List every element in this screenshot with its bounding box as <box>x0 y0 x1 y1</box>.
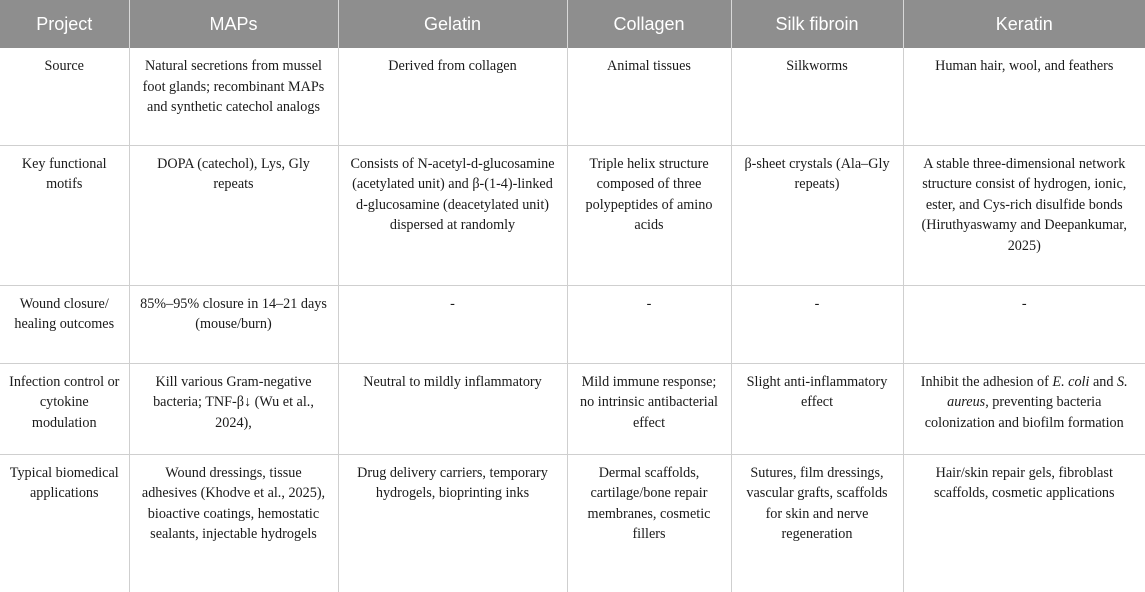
row-label: Typical biomedical applications <box>0 454 129 592</box>
table-cell: - <box>903 285 1145 363</box>
cell-text: Inhibit the adhesion of <box>920 373 1053 390</box>
table-cell: Neutral to mildly inflammatory <box>338 363 567 454</box>
table-cell: Natural secretions from mussel foot glands; recombinant MAPs and synthetic catechol analogs <box>129 48 338 145</box>
header-keratin: Keratin <box>903 0 1145 48</box>
table-cell: Wound dressings, tissue adhesives (Khodve et al., 2025), bioactive coatings, hemostatic sealants, injectable hydrogels <box>129 454 338 592</box>
table-cell: Dermal scaffolds, cartilage/bone repair membranes, cosmetic fillers <box>567 454 731 592</box>
table-row <box>0 363 1145 454</box>
table-row <box>0 285 1145 363</box>
table-cell: Sutures, film dressings, vascular grafts, scaffolds for skin and nerve regeneration <box>731 454 903 592</box>
table-cell: - <box>567 285 731 363</box>
table-cell: Animal tissues <box>567 48 731 145</box>
cell-text: and <box>1089 373 1118 390</box>
table-cell: Hair/skin repair gels, fibroblast scaffolds, cosmetic applications <box>933 464 1115 501</box>
table-cell: Kill various Gram-negative bacteria; TNF-β↓ (Wu et al., 2024), <box>129 363 338 454</box>
row-label: Wound closure/ healing outcomes <box>0 285 129 363</box>
table-cell: Slight anti-inflammatory effect <box>731 363 903 454</box>
cell-text: , preventing bacteria colonization and biofilm formation <box>924 394 1124 431</box>
table-cell: Consists of N-acetyl-d-glucosamine (acetylated unit) and β-(1-4)-linked d-glucosamine (deacetylated unit) dispersed at randomly <box>338 145 567 285</box>
species-name: E. coli <box>1052 373 1090 390</box>
table-cell: Human hair, wool, and feathers <box>903 48 1145 145</box>
header-maps: MAPs <box>129 0 338 48</box>
table-cell: 85%–95% closure in 14–21 days (mouse/burn) <box>129 285 338 363</box>
table-cell: Triple helix structure composed of three polypeptides of amino acids <box>567 145 731 285</box>
table-row <box>0 48 1145 145</box>
table-cell <box>903 363 1145 454</box>
header-collagen: Collagen <box>567 0 731 48</box>
header-silk-fibroin: Silk fibroin <box>731 0 903 48</box>
row-label: Key functional motifs <box>0 145 129 285</box>
table-cell: - <box>731 285 903 363</box>
table-cell: Silkworms <box>731 48 903 145</box>
header-gelatin: Gelatin <box>338 0 567 48</box>
table-row <box>0 454 1145 592</box>
table-cell: Drug delivery carriers, temporary hydrogels, bioprinting inks <box>338 454 567 592</box>
species-name: S. aureus <box>947 373 1128 410</box>
table-cell: - <box>338 285 567 363</box>
row-label: Infection control or cytokine modulation <box>0 363 129 454</box>
table-cell: Mild immune response; no intrinsic antibacterial effect <box>567 363 731 454</box>
table-cell: β-sheet crystals (Ala–Gly repeats) <box>731 145 903 285</box>
row-label: Source <box>0 48 129 145</box>
table-cell: Derived from collagen <box>338 48 567 145</box>
header-project: Project <box>0 0 129 48</box>
table-cell: A stable three-dimensional network structure consist of hydrogen, ionic, ester, and Cys-rich disulfide bonds (Hiruthyaswamy and Deepankumar, 2025) <box>903 145 1145 285</box>
table-row <box>0 145 1145 285</box>
table-cell: DOPA (catechol), Lys, Gly repeats <box>129 145 338 285</box>
header-row <box>0 0 1145 48</box>
